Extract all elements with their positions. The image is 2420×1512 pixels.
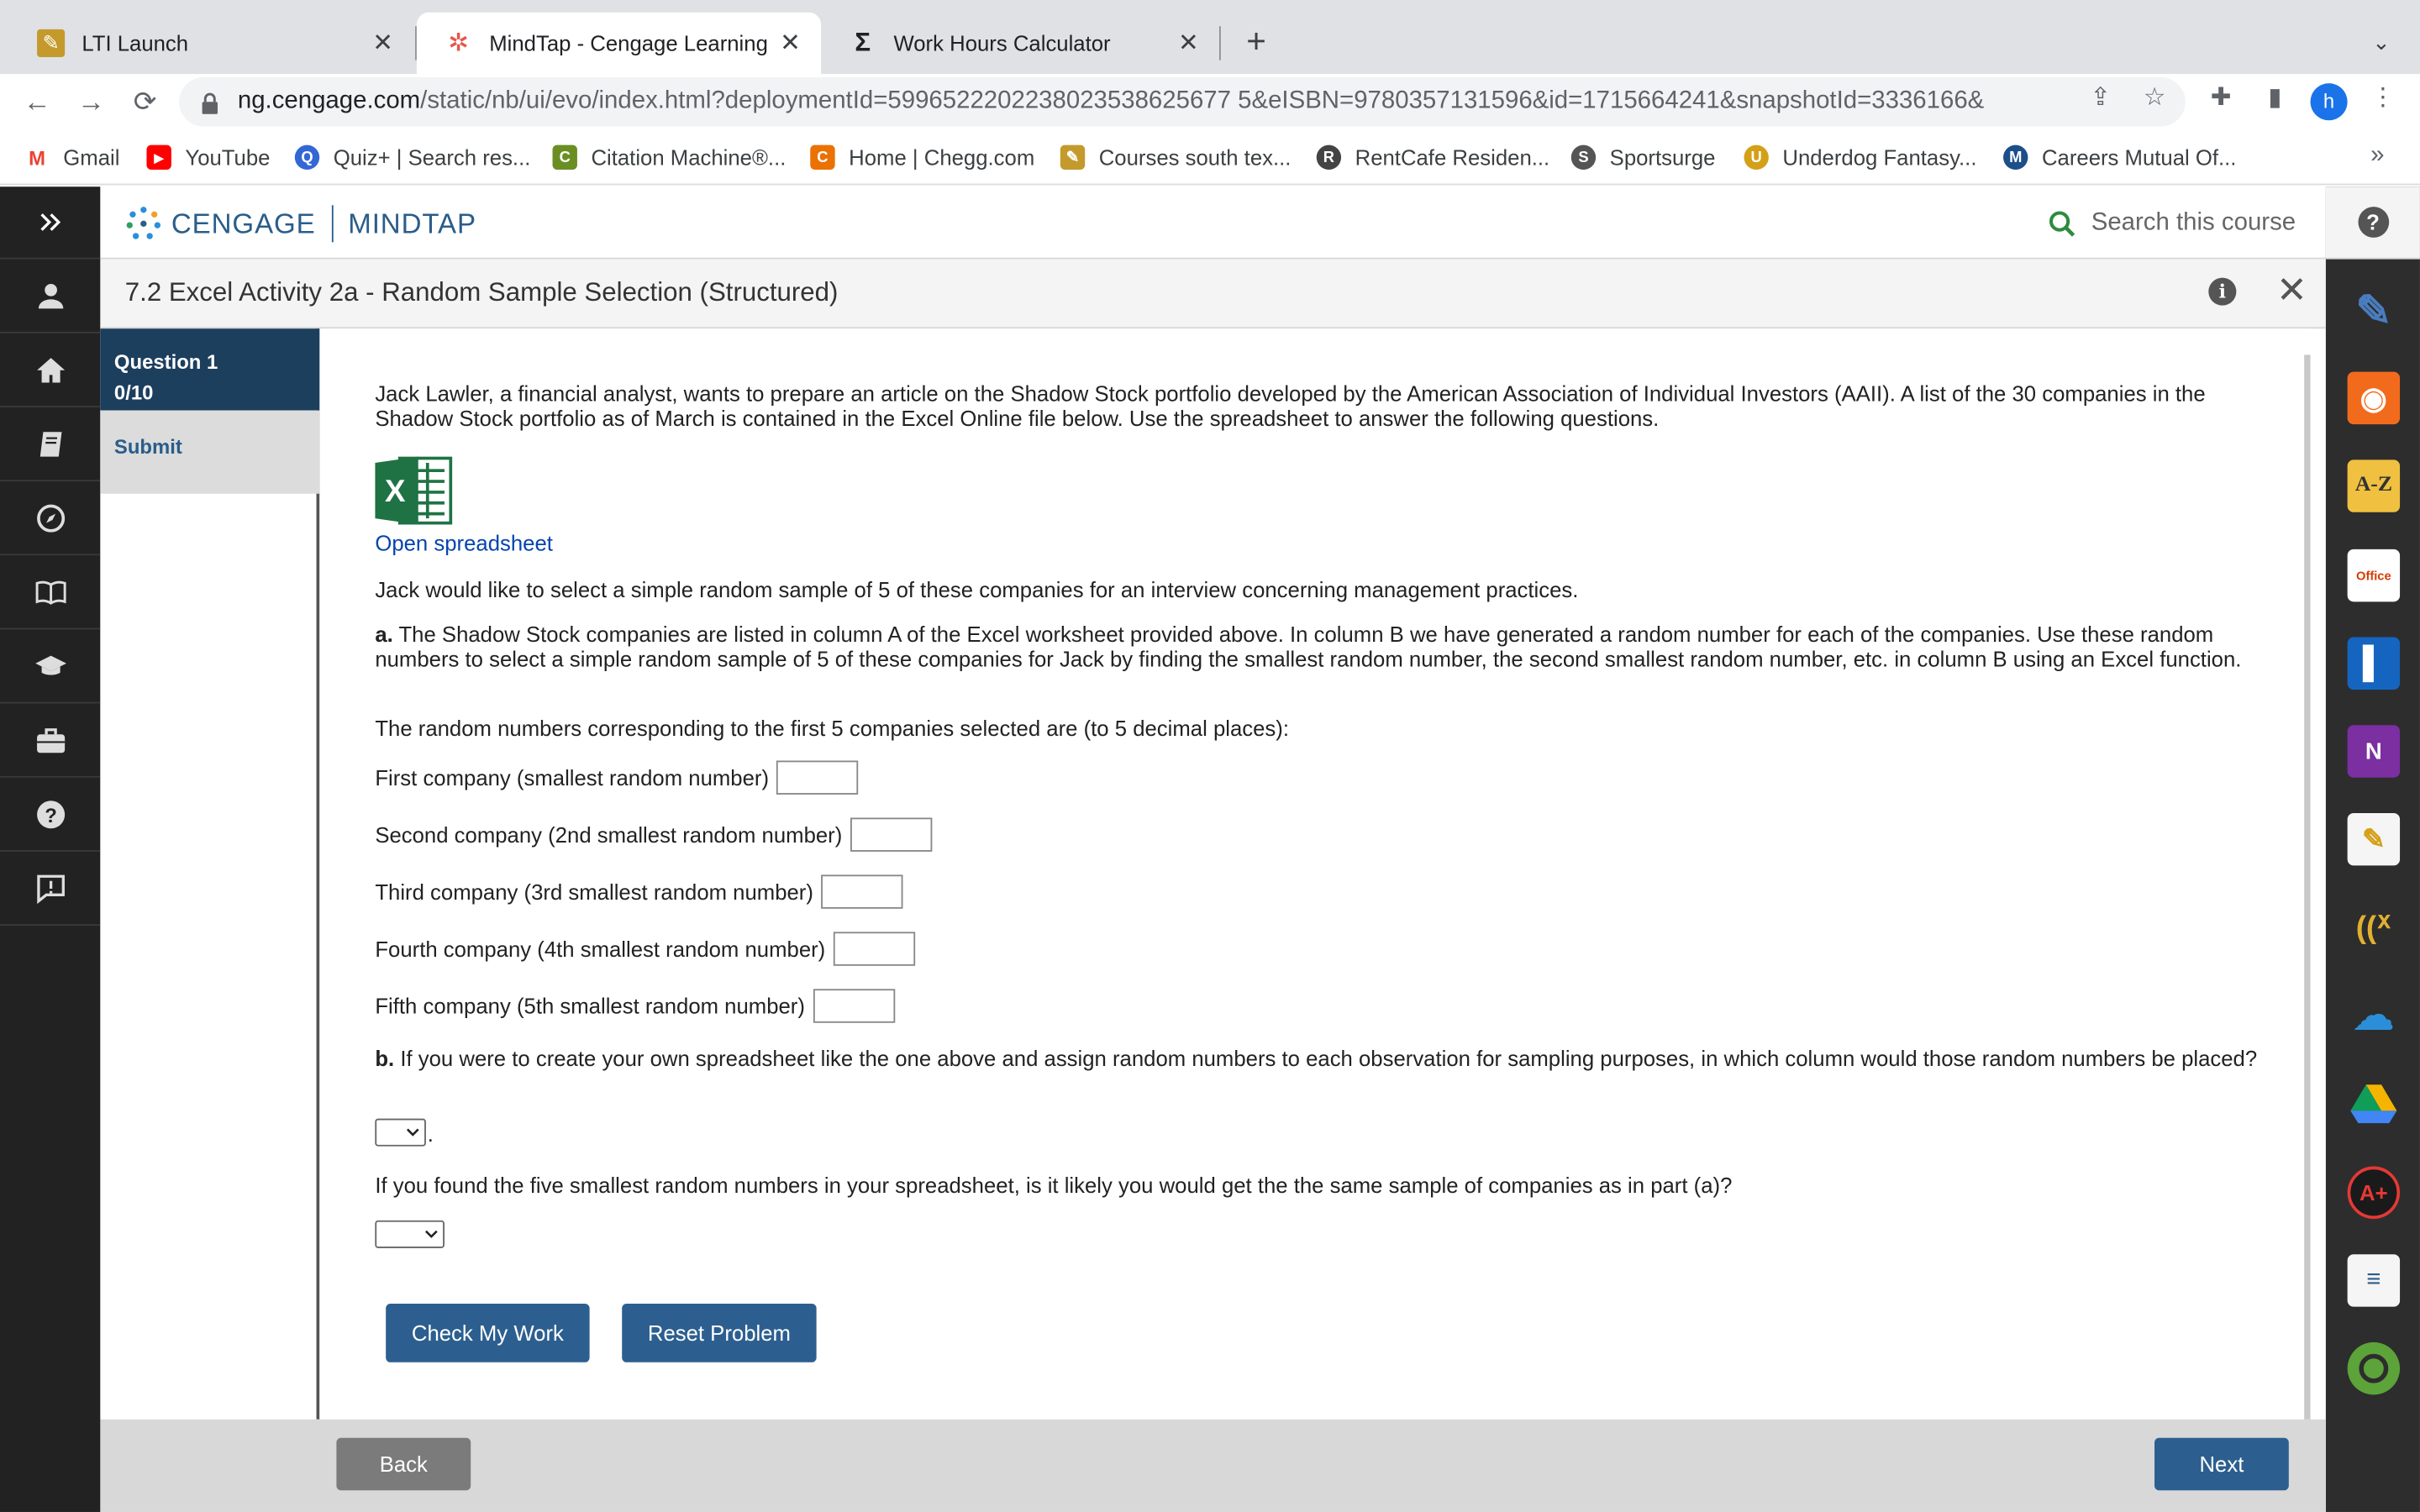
cengage-wordmark: CENGAGE: [171, 207, 316, 239]
profile-app-icon[interactable]: [2348, 1342, 2400, 1394]
tab-work-hours[interactable]: [821, 13, 1219, 74]
graduation-cap-icon[interactable]: [0, 631, 100, 703]
part-a-text: a. The Shadow Stock companies are listed in column A of the Excel worksheet provided above. In column B we have generated a random number for each of the companies. Use these random numbers to select a simple random sample of 5 of these companies for Jack by finding the smallest random number, the second smallest random number, etc. in column B using an Excel function.: [375, 622, 2242, 671]
search-icon: [2048, 210, 2075, 238]
bookmark-underdog[interactable]: U Underdog Fantasy...: [1744, 144, 1976, 171]
tab-separator: [1219, 26, 1221, 60]
expand-nav-icon[interactable]: [0, 186, 100, 259]
google-drive-app-icon[interactable]: [2348, 1077, 2400, 1129]
bookmark-mutual-of-omaha[interactable]: M Careers Mutual Of...: [2003, 144, 2236, 171]
open-book-icon[interactable]: [0, 557, 100, 629]
forward-arrow-icon[interactable]: →: [76, 85, 105, 117]
second-company-input[interactable]: [850, 817, 931, 851]
next-button[interactable]: Next: [2154, 1438, 2289, 1490]
mutual-of-omaha-icon: M: [2003, 145, 2028, 170]
notebook-icon[interactable]: [0, 409, 100, 481]
chegg-icon: C: [810, 145, 834, 170]
help-circle-icon: ?: [2358, 207, 2389, 238]
problem-content: [323, 328, 2311, 1420]
bookmark-star-icon[interactable]: ☆: [2143, 85, 2166, 112]
chevron-down-icon: [424, 1230, 439, 1239]
part-c-text: If you found the five smallest random numbers in your spreadsheet, is it likely you would get the the same sample of companies as in part (a)?: [375, 1172, 1733, 1198]
field-label: Fifth company (5th smallest random number): [375, 993, 805, 1019]
sigma-icon: Σ: [855, 28, 871, 57]
rss-app-icon[interactable]: ◉: [2348, 372, 2400, 424]
bookmarks-bar: [0, 129, 2420, 185]
tab-title: Work Hours Calculator: [893, 30, 1111, 56]
tab-title: LTI Launch: [82, 30, 189, 56]
bookmark-gmail[interactable]: M Gmail: [24, 144, 119, 171]
field-label: Fourth company (4th smallest random number): [375, 936, 826, 962]
close-activity-icon[interactable]: ✕: [2276, 270, 2307, 312]
part-b-label: b.: [375, 1046, 395, 1071]
close-tab-icon[interactable]: ✕: [1177, 30, 1199, 57]
field-label: Third company (3rd smallest random number): [375, 879, 813, 905]
excel-icon[interactable]: [375, 454, 454, 528]
reload-icon[interactable]: ⟳: [133, 85, 157, 117]
quizplus-icon: Q: [295, 145, 319, 170]
share-icon[interactable]: ⇪: [2090, 85, 2112, 112]
part-b-period: .: [427, 1121, 434, 1147]
bookmark-courses[interactable]: ✎ Courses south tex...: [1060, 144, 1292, 171]
pencil-icon: ✎: [37, 29, 65, 57]
logo-divider: [331, 205, 333, 242]
mindtap-wordmark: MINDTAP: [348, 207, 476, 239]
answer-row-third: [375, 874, 902, 908]
compass-icon[interactable]: [0, 483, 100, 555]
fourth-company-input[interactable]: [833, 932, 914, 965]
gmail-icon: M: [24, 145, 49, 170]
onedrive-app-icon[interactable]: ☁: [2353, 991, 2394, 1038]
briefcase-icon[interactable]: [0, 705, 100, 777]
fifth-company-input[interactable]: [813, 989, 894, 1022]
chevron-down-icon: [406, 1128, 420, 1137]
tab-title: MindTap - Cengage Learning: [489, 30, 768, 56]
bookmark-citation-machine[interactable]: C Citation Machine®...: [553, 144, 786, 171]
back-arrow-icon[interactable]: ←: [23, 85, 51, 117]
field-label: Second company (2nd smallest random number): [375, 822, 843, 848]
first-company-input[interactable]: [776, 760, 858, 794]
underdog-icon: U: [1744, 145, 1768, 170]
browser-tab-bar: [0, 0, 2420, 74]
course-search[interactable]: [2048, 207, 2296, 240]
tab-lti-launch[interactable]: [9, 13, 413, 74]
answer-row-fourth: [375, 932, 914, 965]
navigation-footer: [100, 1420, 2326, 1512]
activity-title: 7.2 Excel Activity 2a - Random Sample Selection (Structured): [124, 277, 839, 307]
open-spreadsheet-link[interactable]: Open spreadsheet: [375, 530, 553, 556]
reset-problem-button[interactable]: Reset Problem: [622, 1304, 816, 1362]
cengage-icon: ✲: [448, 30, 469, 57]
question-label: Question 1: [113, 349, 218, 374]
aplus-app-icon[interactable]: A+: [2348, 1167, 2400, 1219]
book-app-icon[interactable]: ▌: [2348, 638, 2400, 690]
activity-title-bar: [100, 260, 2326, 329]
part-a-label: a.: [375, 622, 393, 647]
part-b-select[interactable]: [375, 1119, 426, 1147]
bookmark-chegg[interactable]: C Home | Chegg.com: [810, 144, 1034, 171]
search-placeholder: Search this course: [2091, 209, 2296, 237]
content-scrollbar[interactable]: [2304, 354, 2310, 1419]
lock-icon: [201, 92, 219, 111]
onenote-app-icon[interactable]: N: [2348, 725, 2400, 777]
back-button[interactable]: Back: [336, 1438, 471, 1490]
answer-row-second: [375, 817, 932, 851]
task-text: Jack would like to select a simple random sample of 5 of these companies for an interview concerning management practices.: [375, 576, 1579, 602]
user-icon[interactable]: [0, 260, 100, 333]
third-company-input[interactable]: [821, 874, 902, 908]
submit-link[interactable]: Submit: [100, 411, 319, 494]
youtube-icon: ▶: [146, 145, 171, 170]
svg-text:X: X: [384, 473, 406, 508]
question-score: 0/10: [113, 381, 154, 405]
part-c-select[interactable]: [375, 1221, 445, 1248]
more-bookmarks-icon[interactable]: »: [2370, 141, 2385, 169]
svg-text:?: ?: [44, 804, 56, 827]
pencil-app-icon[interactable]: ✎: [2355, 286, 2392, 334]
url-text: ng.cengage.com/static/nb/ui/evo/index.html?deploymentId=5996522202238023538625677 5&eISBN=9780357131596&id=1715664241&snapshotId=3336166&: [237, 87, 1985, 114]
answer-row-fifth: [375, 989, 894, 1022]
address-bar[interactable]: [179, 77, 2186, 127]
close-tab-icon[interactable]: ✕: [780, 30, 801, 57]
cengage-logo-icon: [125, 205, 162, 242]
tab-search-icon[interactable]: ⌄: [2372, 29, 2391, 55]
notes-app-icon[interactable]: ✎: [2348, 813, 2400, 865]
profile-avatar[interactable]: h: [2311, 83, 2348, 120]
bookmark-rentcafe[interactable]: R RentCafe Residen...: [1317, 144, 1549, 171]
courses-icon: ✎: [1060, 145, 1085, 170]
bookmark-sportsurge[interactable]: S Sportsurge: [1571, 144, 1716, 171]
flashcards-app-icon[interactable]: ≡: [2348, 1254, 2400, 1306]
new-tab-icon[interactable]: +: [1246, 21, 1266, 60]
bookmark-youtube[interactable]: ▶ YouTube: [146, 144, 270, 171]
question-sidebar: [100, 328, 319, 1420]
close-tab-icon[interactable]: ✕: [372, 30, 393, 57]
sportsurge-icon: S: [1571, 145, 1596, 170]
citation-machine-icon: C: [553, 145, 577, 170]
prompt-text: The random numbers corresponding to the first 5 companies selected are (to 5 decimal places):: [375, 716, 1289, 741]
tab-mindtap[interactable]: [417, 13, 821, 74]
help-button[interactable]: [2326, 186, 2420, 259]
dictionary-app-icon[interactable]: A-Z: [2348, 459, 2400, 512]
home-icon[interactable]: [0, 335, 100, 407]
mindtap-header: [100, 186, 2326, 259]
info-icon[interactable]: i: [2208, 278, 2236, 306]
part-b-text: b. If you were to create your own spreadsheet like the one above and assign random numbers to each observation for sampling purposes, in which column would those random numbers be placed?: [375, 1046, 2258, 1071]
answer-row-first: [375, 760, 858, 794]
readspeaker-app-icon[interactable]: ((ᕽ: [2355, 911, 2391, 945]
check-my-work-button[interactable]: Check My Work: [386, 1304, 589, 1362]
cengage-mindtap-logo[interactable]: [125, 205, 476, 242]
rentcafe-icon: R: [1317, 145, 1341, 170]
help-icon[interactable]: [0, 780, 100, 852]
side-panel-icon[interactable]: ▮: [2268, 85, 2282, 112]
field-label: First company (smallest random number): [375, 765, 770, 790]
left-navigation: [0, 186, 100, 1512]
feedback-icon[interactable]: [0, 853, 100, 926]
intro-text: Jack Lawler, a financial analyst, wants to prepare an article on the Shadow Stock portfolio developed by the American Association of Individual Investors (AAII). A list of the 30 companies in the Shadow Stock portfolio as of March is contained in the Excel Online file below. Use the spreadsheet to answer the following questions.: [375, 381, 2206, 431]
extensions-icon[interactable]: ✚: [2210, 85, 2232, 112]
browser-toolbar: [0, 74, 2420, 129]
question-1-item[interactable]: [100, 328, 319, 410]
bookmark-quizplus[interactable]: Q Quiz+ | Search res...: [295, 144, 531, 171]
office-app-icon[interactable]: Office: [2348, 549, 2400, 601]
browser-menu-icon[interactable]: ⋮: [2370, 85, 2396, 112]
